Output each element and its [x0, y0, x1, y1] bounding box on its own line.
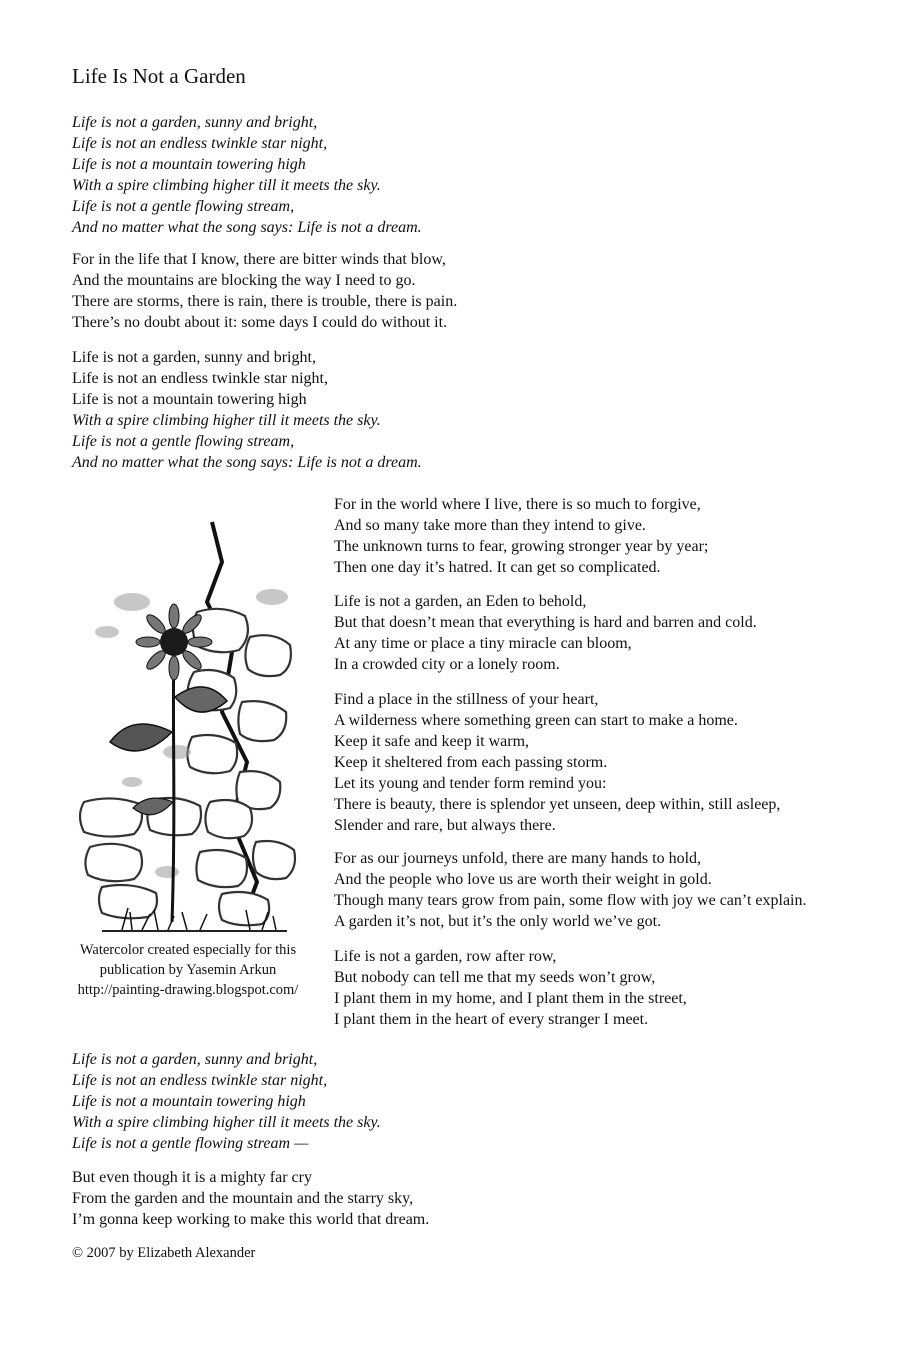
line: I plant them in the heart of every stranger I meet. — [334, 1011, 649, 1028]
line: In a crowded city or a lonely room. — [334, 656, 560, 673]
stanza-1 — [72, 112, 422, 238]
line: And so many take more than they intend to give. — [334, 517, 646, 534]
poem-title: Life Is Not a Garden — [72, 64, 246, 88]
line: Life is not a garden, row after row, — [334, 948, 557, 965]
stanza-10 — [72, 1167, 429, 1230]
caption-link[interactable]: http://painting-drawing.blogspot.com/ — [77, 982, 299, 998]
line: For as our journeys unfold, there are many hands to hold, — [334, 850, 702, 867]
line: Keep it sheltered from each passing storm. — [334, 754, 608, 771]
line: Life is not a garden, sunny and bright, — [72, 349, 316, 366]
line: Though many tears grow from pain, some flow with joy we can’t explain. — [334, 892, 807, 909]
line: Life is not a gentle flowing stream, — [72, 198, 295, 215]
stanza-4 — [334, 494, 708, 578]
line: And the mountains are blocking the way I need to go. — [72, 272, 416, 289]
line: From the garden and the mountain and the starry sky, — [72, 1190, 414, 1207]
line: Life is not a garden, sunny and bright, — [72, 114, 318, 131]
line: And no matter what the song says: Life is not a dream. — [72, 219, 422, 236]
illustration-caption — [68, 940, 308, 1000]
line: With a spire climbing higher till it meets the sky. — [72, 177, 381, 194]
line: A wilderness where something green can start to make a home. — [334, 712, 738, 729]
line: With a spire climbing higher till it meets the sky. — [72, 412, 381, 429]
stanza-6 — [334, 689, 780, 836]
line: Then one day it’s hatred. It can get so complicated. — [334, 559, 661, 576]
line: The unknown turns to fear, growing stronger year by year; — [334, 538, 709, 555]
line: Life is not an endless twinkle star night, — [72, 370, 328, 387]
caption-line: publication by Yasemin Arkun — [99, 962, 277, 978]
line: Life is not a garden, an Eden to behold, — [334, 593, 587, 610]
line: Life is not a mountain towering high — [72, 391, 307, 408]
line: Life is not a gentle flowing stream — — [72, 1135, 309, 1152]
line: Life is not a mountain towering high — [72, 1093, 306, 1110]
line: There are storms, there is rain, there is trouble, there is pain. — [72, 293, 458, 310]
line: For in the world where I live, there is so much to forgive, — [334, 496, 701, 513]
line: Find a place in the stillness of your heart, — [334, 691, 599, 708]
line: Life is not an endless twinkle star night, — [72, 1072, 328, 1089]
stanza-9 — [72, 1049, 381, 1154]
line: Life is not an endless twinkle star night, — [72, 135, 328, 152]
line: And no matter what the song says: Life is not a dream. — [72, 454, 422, 471]
line: But that doesn’t mean that everything is hard and barren and cold. — [334, 614, 757, 631]
line: There’s no doubt about it: some days I could do without it. — [72, 314, 448, 331]
line: I plant them in my home, and I plant them in the street, — [334, 990, 687, 1007]
line: Keep it safe and keep it warm, — [334, 733, 530, 750]
line: Slender and rare, but always there. — [334, 817, 556, 834]
line: Life is not a gentle flowing stream, — [72, 433, 295, 450]
stanza-7 — [334, 848, 806, 932]
stanza-3 — [72, 347, 422, 473]
line: At any time or place a tiny miracle can bloom, — [334, 635, 632, 652]
stanza-5 — [334, 591, 757, 675]
line: Life is not a garden, sunny and bright, — [72, 1051, 318, 1068]
line: There is beauty, there is splendor yet unseen, deep within, still asleep, — [334, 796, 781, 813]
line: And the people who love us are worth their weight in gold. — [334, 871, 712, 888]
copyright-notice: © 2007 by Elizabeth Alexander — [72, 1245, 256, 1261]
line: But nobody can tell me that my seeds won’t grow, — [334, 969, 656, 986]
caption-line: Watercolor created especially for this — [79, 942, 297, 958]
sunflower-wall-illustration — [72, 502, 308, 934]
line: Life is not a mountain towering high — [72, 156, 306, 173]
stanza-2 — [72, 249, 457, 333]
line: I’m gonna keep working to make this world that dream. — [72, 1211, 430, 1228]
line: But even though it is a mighty far cry — [72, 1169, 312, 1186]
line: For in the life that I know, there are bitter winds that blow, — [72, 251, 446, 268]
line: A garden it’s not, but it’s the only world we’ve got. — [334, 913, 662, 930]
line: With a spire climbing higher till it meets the sky. — [72, 1114, 381, 1131]
stanza-8 — [334, 946, 687, 1030]
line: Let its young and tender form remind you: — [334, 775, 607, 792]
